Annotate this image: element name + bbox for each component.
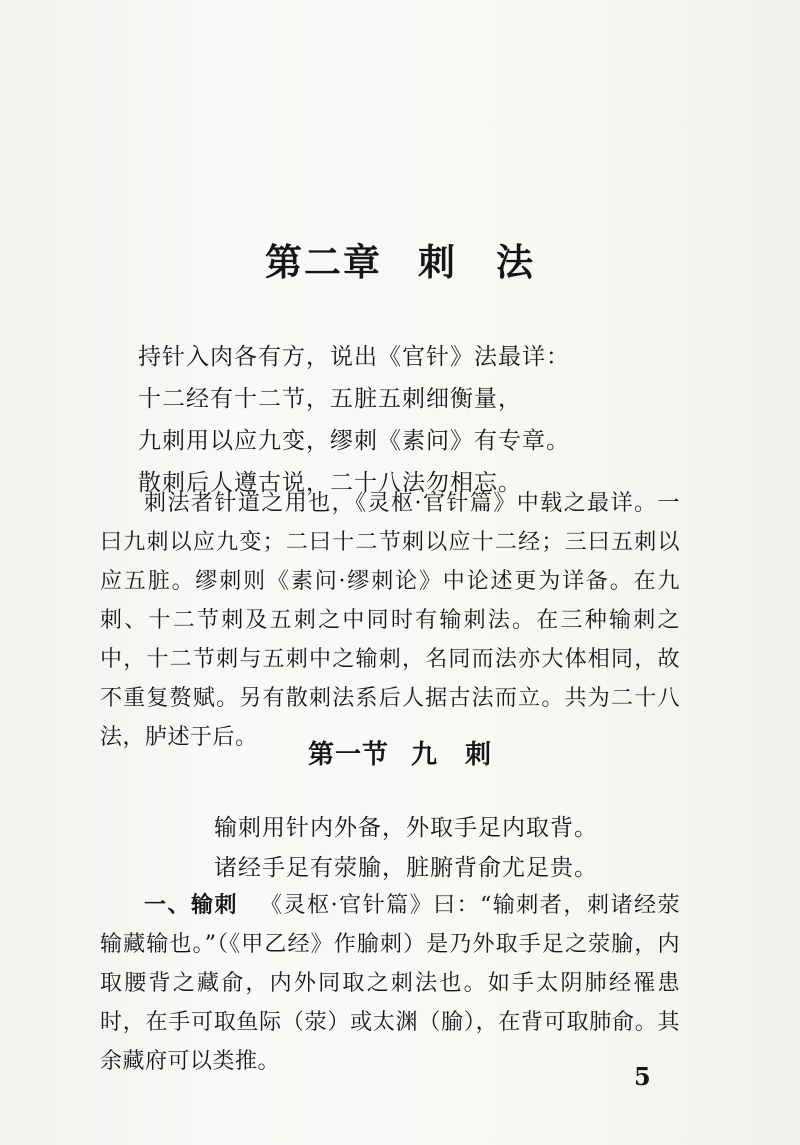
page-number: 5 xyxy=(634,1062,651,1091)
section-verse xyxy=(214,808,598,888)
chapter-label: 第二章 xyxy=(265,240,382,284)
chapter-title xyxy=(0,232,800,286)
section-name: 九 刺 xyxy=(411,740,493,770)
item-heading: 一、输刺 xyxy=(144,892,239,918)
intro-verse xyxy=(138,336,570,504)
verse-line: 持针入肉各有方，说出《官针》法最详： xyxy=(138,344,570,370)
verse-line: 散刺后人遵古说，二十八法勿相忘。 xyxy=(138,470,522,496)
verse-line: 输刺用针内外备，外取手足内取背。 xyxy=(214,815,598,841)
verse-line: 九刺用以应九变，缪刺《素问》有专章。 xyxy=(138,428,570,454)
intro-paragraph: 刺法者针道之用也，《灵枢·官针篇》中载之最详。一曰九刺以应九变；二曰十二节刺以应十二经；三曰五刺以应五脏。缪刺则《素问·缪刺论》中论述更为详备。在九刺、十二节刺及五刺之中同时有输刺法。在三种输刺之中，十二节刺与五刺中之输刺，名同而法亦大体相同，故不重复赘赋。另有散刺法系后人据古法而立。共为二十八法，胪述于后。 xyxy=(100,491,680,750)
verse-line: 十二经有十二节，五脏五刺细衡量， xyxy=(138,386,522,412)
item-text: 《灵枢·官针篇》曰：“输刺者，刺诸经荥输藏输也。”（《甲乙经》作腧刺）是乃外取手足之荥腧，内取腰背之藏俞，内外同取之刺法也。如手太阴肺经罹患时，在手可取鱼际（荥）或太渊（腧），在背可取肺俞。其余藏府可以类推。 xyxy=(100,893,680,1074)
chapter-name: 刺 法 xyxy=(418,240,535,284)
item-paragraph xyxy=(100,886,680,1081)
verse-line: 诸经手足有荥腧，脏腑背俞尤足贵。 xyxy=(214,855,598,881)
section-title xyxy=(0,734,800,771)
section-label: 第一节 xyxy=(307,740,389,770)
